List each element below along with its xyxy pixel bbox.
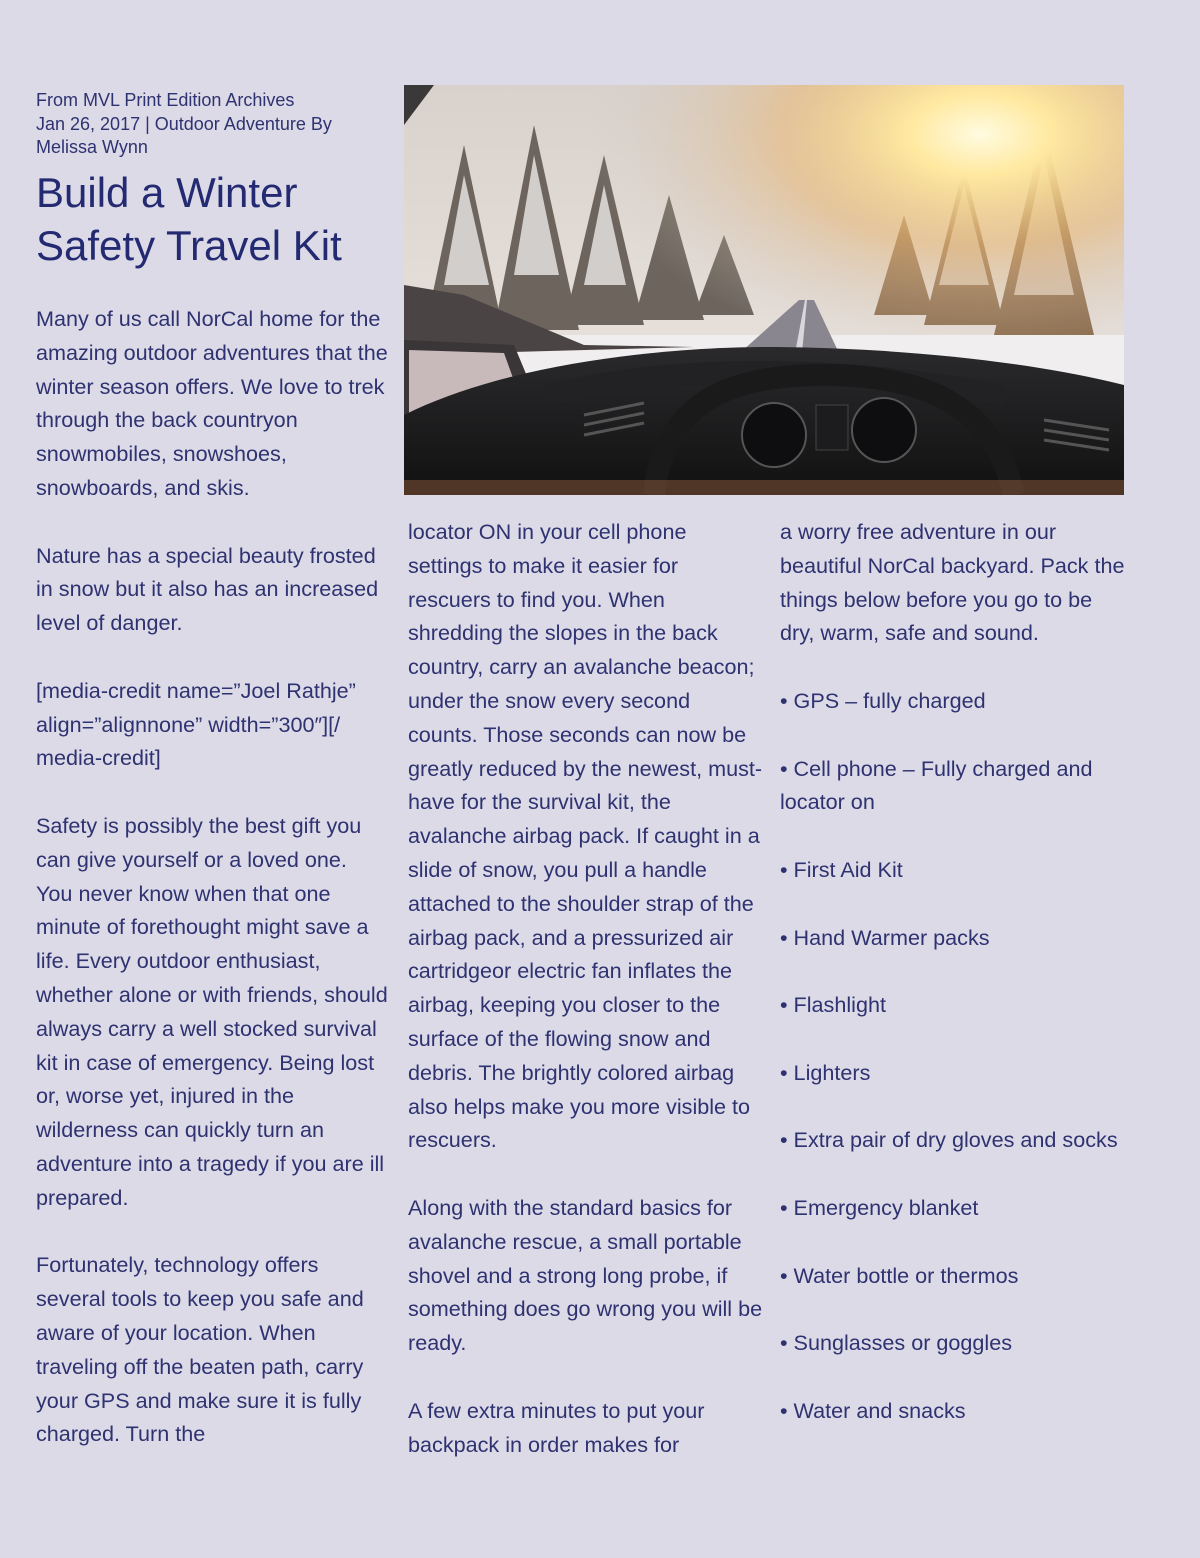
article-column-1: [36, 302, 388, 1485]
list-item: • Water and snacks: [780, 1397, 966, 1423]
list-item: • Sunglasses or goggles: [780, 1330, 1013, 1356]
article-meta: [36, 89, 386, 160]
list-item: • GPS – fully charged: [780, 687, 986, 713]
paragraph: Nature has a special beauty frosted in snow but it also has an increased level of danger.: [36, 542, 379, 636]
list-item: • Emergency blanket: [780, 1194, 979, 1220]
paragraph: a worry free adventure in our beautiful NorCal backyard. Pack the things below before you go to be dry, warm, safe and sound.: [780, 519, 1125, 646]
article-column-3: [780, 515, 1130, 1461]
list-item: • Hand Warmer packs: [780, 924, 990, 950]
list-item: • First Aid Kit: [780, 856, 903, 882]
paragraph: Safety is possibly the best gift you can give yourself or a loved one. You never know when that one minute of forethought might save a life. Every outdoor enthusiast, whether alone or with friends, should always carry a well stocked survival kit in case of emergency. Being lost or, worse yet, injured in the wilderness can quickly turn an adventure into a tragedy if you are ill prepared.: [36, 812, 388, 1210]
paragraph: Fortunately, technology offers several tools to keep you safe and aware of your location. When traveling off the beaten path, carry your GPS and make sure it is fully charged. Turn the: [36, 1252, 364, 1447]
author-line: Melissa Wynn: [36, 137, 148, 157]
paragraph: Along with the standard basics for avalanche rescue, a small portable shovel and a strong long probe, if something does go wrong you will be ready.: [408, 1194, 763, 1356]
paragraph: Many of us call NorCal home for the amazing outdoor adventures that the winter season offers. We love to trek through the back countryon snowmobiles, snowshoes, snowboards, and skis.: [36, 306, 388, 500]
winter-driving-photo: [404, 85, 1124, 495]
source-line: From MVL Print Edition Archives: [36, 90, 295, 110]
kit-checklist: [780, 684, 1130, 1428]
media-credit-shortcode: [media-credit name=”Joel Rathje” align=”alignnone” width=”300″][/ media-credit]: [36, 677, 356, 771]
list-item: • Extra pair of dry gloves and socks: [780, 1127, 1118, 1153]
article-column-2: [408, 515, 764, 1495]
paragraph: locator ON in your cell phone settings to make it easier for rescuers to find you. When shredding the slopes in the back country, carry an avalanche beacon; under the snow every second counts. Those seconds can now be greatly reduced by the newest, must-have for the survival kit, the avalanche airbag pack. If caught in a slide of snow, you pull a handle attached to the shoulder strap of the airbag pack, and a pressurized air cartridgeor electric fan inflates the airbag, keeping you closer to the surface of the flowing snow and debris. The brightly colored airbag also helps make you more visible to rescuers.: [408, 519, 763, 1153]
list-item: • Flashlight: [780, 992, 886, 1018]
paragraph: A few extra minutes to put your backpack in order makes for: [408, 1397, 705, 1457]
list-item: • Water bottle or thermos: [780, 1262, 1019, 1288]
date-category-line: Jan 26, 2017 | Outdoor Adventure By: [36, 113, 332, 134]
list-item: • Cell phone – Fully charged and locator on: [780, 755, 1093, 815]
list-item: • Lighters: [780, 1059, 871, 1085]
article-title: Build a Winter Safety Travel Kit: [36, 169, 342, 269]
